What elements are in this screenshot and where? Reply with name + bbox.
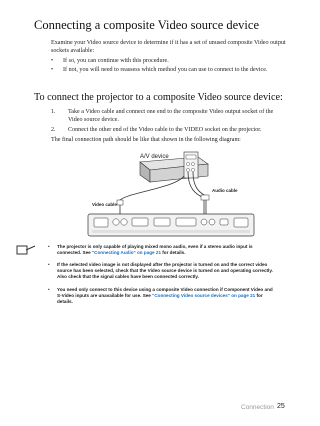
note-icon (16, 244, 36, 256)
connection-diagram (80, 148, 265, 240)
video-cable-label: Video cable (92, 202, 117, 207)
projector-panel (88, 214, 254, 236)
note-bullet: • (48, 244, 50, 249)
footer-section: Connection (241, 404, 274, 411)
bullet-text: If not, you will need to reassess which method you can use to connect to the device. (63, 67, 268, 73)
note-text: If the selected video image is not displayed after the projector is turned on and the correct video source has been selected, check that the Video source device is turned on and operating correctly. Also check that the signal cables have been connected correctly. (57, 262, 273, 279)
step-text: Connect the other end of the Video cable to the VIDEO socket on the projector. (68, 127, 262, 133)
av-device-label: A/V device (140, 154, 169, 160)
page-heading: Connecting a composite Video source device (34, 18, 259, 32)
bullet-mark: • (51, 58, 54, 64)
step-number: 1. (51, 109, 56, 115)
bullet-text: If so, you can continue with this procedure. (63, 58, 169, 64)
note-text-after: for details. (161, 250, 186, 255)
step-text: Take a Video cable and connect one end to the composite Video output socket of the Video source device. (68, 109, 274, 123)
note-bullet: • (48, 262, 50, 267)
note-text-after: for details. (57, 293, 263, 304)
note-bullet: • (48, 287, 50, 292)
note-text: The projector is only capable of playing mixed mono audio, even if a stereo audio input is connected. See (57, 244, 253, 255)
step-number: 2. (51, 127, 56, 133)
final-connection-text: The final connection path should be like that shown in the following diagram: (51, 137, 241, 143)
link-connecting-audio[interactable]: "Connecting Audio" on page 21 (91, 250, 161, 255)
bullet-mark: • (51, 67, 54, 73)
procedure-heading: To connect the projector to a composite Video source device: (34, 92, 283, 103)
page-number: 25 (277, 403, 285, 410)
link-connecting-video-source[interactable]: "Connecting Video source devices" on page 21 (152, 293, 256, 298)
audio-cable-label: Audio cable (212, 188, 238, 193)
note-text: You need only connect to this device using a composite Video connection if Component Video and S-Video inputs are unavailable for use. See (57, 287, 273, 298)
intro-paragraph: Examine your Video source device to determine if it has a set of unused composite Video output sockets available: (51, 40, 286, 54)
